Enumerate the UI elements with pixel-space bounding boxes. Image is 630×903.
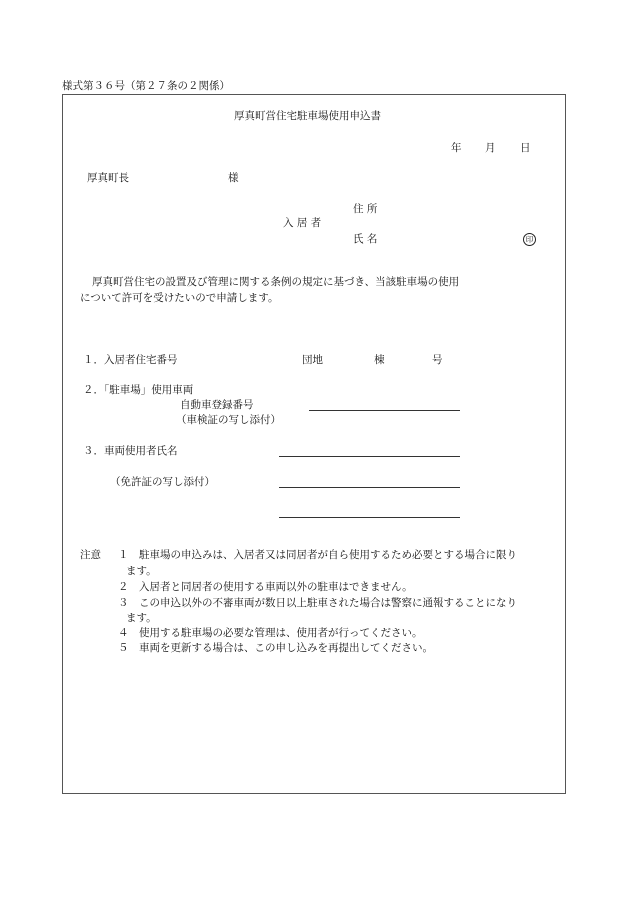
form-number: 様式第３６号（第２７条の２関係） bbox=[62, 80, 230, 92]
form-title: 厚真町営住宅駐車場使用申込書 bbox=[234, 110, 381, 122]
item1-label: １．入居者住宅番号 bbox=[83, 354, 178, 366]
note3-text: この申込以外の不審車両が数日以上駐車された場合は警察に通報することになり bbox=[139, 597, 517, 609]
body-line-1: 厚真町営住宅の設置及び管理に関する条例の規定に基づき、当該駐車場の使用 bbox=[92, 276, 460, 288]
item1-to: 棟 bbox=[374, 354, 385, 366]
date-month-label: 月 bbox=[485, 142, 496, 154]
addressee-name: 厚真町長 bbox=[87, 172, 129, 184]
form-frame bbox=[62, 94, 566, 794]
applicant-label: 入 居 者 bbox=[283, 217, 322, 229]
addressee-honorific: 様 bbox=[228, 172, 239, 184]
note4-number: ４ bbox=[118, 627, 129, 639]
item2-sub2: （車検証の写し添付） bbox=[176, 414, 281, 426]
item1-danchi: 団地 bbox=[302, 354, 323, 366]
note3-number: ３ bbox=[118, 597, 129, 609]
date-year-label: 年 bbox=[451, 142, 462, 154]
seal-mark: 印 bbox=[523, 233, 536, 246]
note1-number: １ bbox=[118, 549, 129, 561]
note1-text: 駐車場の申込みは、入居者又は同居者が自ら使用するため必要とする場合に限り bbox=[139, 549, 517, 561]
vehicle-user-line-1[interactable] bbox=[279, 456, 460, 457]
registration-number-line[interactable] bbox=[309, 410, 460, 411]
note4-text: 使用する駐車場の必要な管理は、使用者が行ってください。 bbox=[139, 627, 423, 639]
name-label: 氏 名 bbox=[353, 233, 378, 245]
vehicle-user-line-2[interactable] bbox=[279, 487, 460, 488]
vehicle-user-line-3[interactable] bbox=[279, 517, 460, 518]
item3-sub: （免許証の写し添付） bbox=[110, 476, 215, 488]
notes-label: 注意 bbox=[80, 549, 101, 561]
note2-number: ２ bbox=[118, 581, 129, 593]
note1-text-cont: ます。 bbox=[126, 565, 157, 577]
address-label: 住 所 bbox=[353, 203, 378, 215]
note5-number: ５ bbox=[118, 642, 129, 654]
item1-go: 号 bbox=[432, 354, 443, 366]
body-line-2: について許可を受けたいので申請します。 bbox=[80, 292, 279, 304]
note5-text: 車両を更新する場合は、この申し込みを再提出してください。 bbox=[139, 642, 433, 654]
item3-label: ３．車両使用者氏名 bbox=[83, 445, 178, 457]
item2-sub1: 自動車登録番号 bbox=[180, 399, 254, 411]
note3-text-cont: ます。 bbox=[126, 612, 157, 624]
note2-text: 入居者と同居者の使用する車両以外の駐車はできません。 bbox=[139, 581, 413, 593]
date-day-label: 日 bbox=[520, 142, 531, 154]
item2-label: ２．「駐車場」使用車両 bbox=[83, 384, 194, 396]
